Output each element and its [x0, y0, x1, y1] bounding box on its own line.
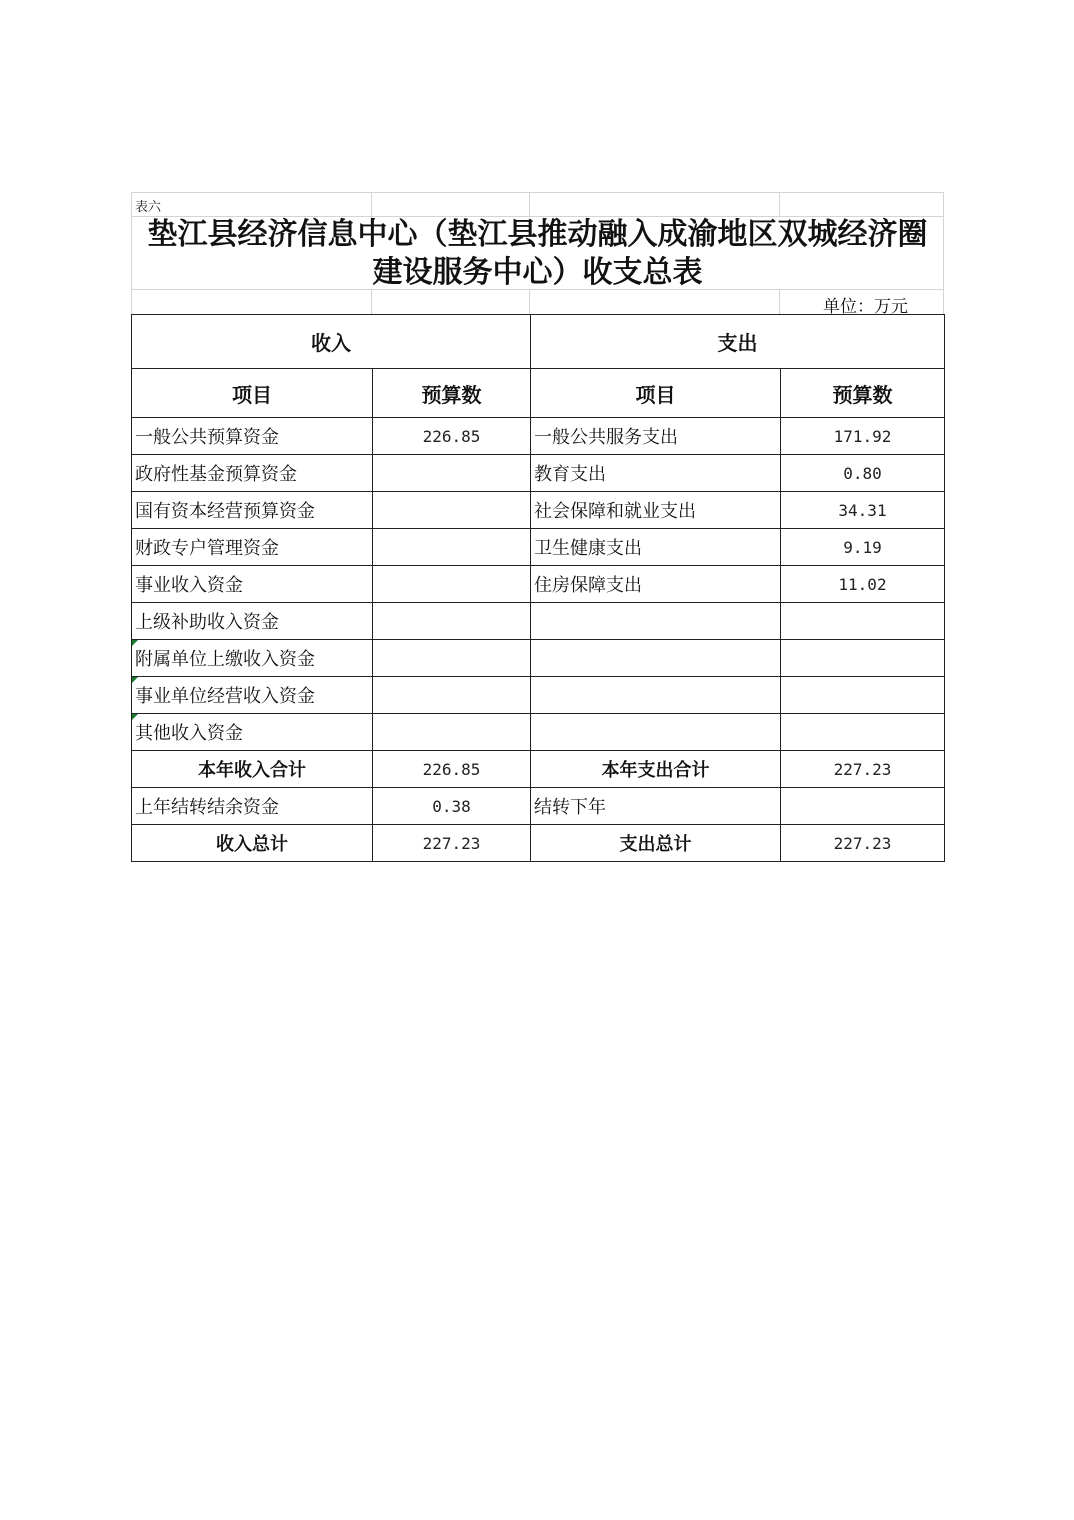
expense-item: 卫生健康支出 — [531, 529, 781, 566]
expense-carryover-label: 结转下年 — [531, 788, 781, 825]
income-subtotal-label: 本年收入合计 — [132, 751, 373, 788]
expense-value: 171.92 — [781, 418, 945, 455]
income-total-label: 收入总计 — [132, 825, 373, 862]
income-item — [132, 677, 373, 714]
income-item: 一般公共预算资金 — [132, 418, 373, 455]
expense-value — [781, 677, 945, 714]
income-value — [373, 492, 531, 529]
income-value — [373, 566, 531, 603]
expense-item — [531, 714, 781, 751]
expense-item — [531, 640, 781, 677]
income-item: 国有资本经营预算资金 — [132, 492, 373, 529]
table-title: 垫江县经济信息中心（垫江县推动融入成渝地区双城经济圈建设服务中心）收支总表 — [147, 217, 928, 290]
expense-value — [781, 603, 945, 640]
table-row — [132, 677, 945, 714]
expense-item: 社会保障和就业支出 — [531, 492, 781, 529]
income-item-header: 项目 — [132, 369, 373, 418]
income-subtotal-value: 226.85 — [373, 751, 531, 788]
comment-marker-icon — [132, 677, 138, 683]
expense-value — [781, 714, 945, 751]
income-value — [373, 455, 531, 492]
table-row — [132, 492, 945, 529]
expense-value — [781, 640, 945, 677]
expense-subtotal-label: 本年支出合计 — [531, 751, 781, 788]
income-value — [373, 640, 531, 677]
expense-value: 9.19 — [781, 529, 945, 566]
income-item — [132, 640, 373, 677]
income-total-value: 227.23 — [373, 825, 531, 862]
expense-item: 一般公共服务支出 — [531, 418, 781, 455]
expense-total-label: 支出总计 — [531, 825, 781, 862]
expense-value: 11.02 — [781, 566, 945, 603]
income-item: 财政专户管理资金 — [132, 529, 373, 566]
income-item: 政府性基金预算资金 — [132, 455, 373, 492]
income-value: 226.85 — [373, 418, 531, 455]
table-row — [132, 418, 945, 455]
income-item: 事业收入资金 — [132, 566, 373, 603]
section-header-row — [132, 315, 945, 369]
expense-value: 34.31 — [781, 492, 945, 529]
expense-item-header: 项目 — [531, 369, 781, 418]
expense-budget-header: 预算数 — [781, 369, 945, 418]
table-row — [132, 455, 945, 492]
unit-label: 单位：万元 — [823, 297, 908, 317]
column-header-row — [132, 369, 945, 418]
income-budget-header: 预算数 — [373, 369, 531, 418]
table-row — [132, 566, 945, 603]
comment-marker-icon — [132, 714, 138, 720]
table-row — [132, 714, 945, 751]
income-carryover-label: 上年结转结余资金 — [132, 788, 373, 825]
income-item-text: 其他收入资金 — [135, 723, 243, 744]
subtotal-row — [132, 751, 945, 788]
expense-item: 住房保障支出 — [531, 566, 781, 603]
income-item-text: 事业单位经营收入资金 — [135, 686, 315, 707]
carryover-row — [132, 788, 945, 825]
table-row — [132, 529, 945, 566]
income-item-text: 附属单位上缴收入资金 — [135, 649, 315, 670]
total-row — [132, 825, 945, 862]
expense-item — [531, 677, 781, 714]
income-item: 上级补助收入资金 — [132, 603, 373, 640]
expense-total-value: 227.23 — [781, 825, 945, 862]
expense-value: 0.80 — [781, 455, 945, 492]
table-row — [132, 603, 945, 640]
income-header: 收入 — [132, 315, 531, 369]
comment-marker-icon — [132, 640, 138, 646]
expense-header: 支出 — [531, 315, 945, 369]
income-value — [373, 529, 531, 566]
table-number-label: 表六 — [135, 200, 162, 215]
expense-item: 教育支出 — [531, 455, 781, 492]
expense-subtotal-value: 227.23 — [781, 751, 945, 788]
income-item — [132, 714, 373, 751]
table-row — [132, 640, 945, 677]
income-value — [373, 603, 531, 640]
income-value — [373, 714, 531, 751]
income-expense-table — [131, 314, 945, 862]
income-carryover-value: 0.38 — [373, 788, 531, 825]
income-value — [373, 677, 531, 714]
expense-item — [531, 603, 781, 640]
expense-carryover-value — [781, 788, 945, 825]
